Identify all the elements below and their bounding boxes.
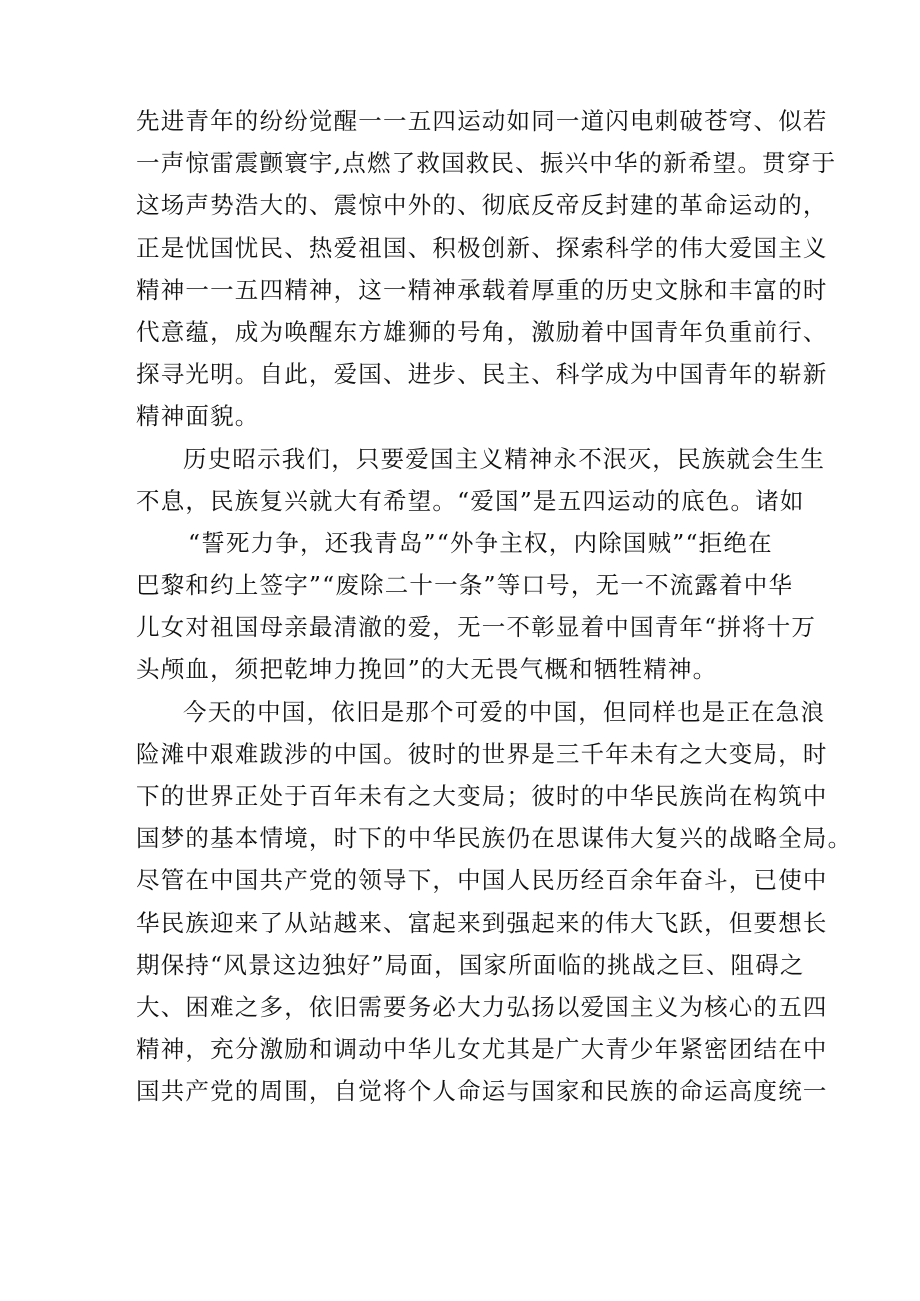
paragraph-first-line: 历史昭示我们，只要爱国主义精神永不泯灭，民族就会生生 bbox=[183, 444, 826, 473]
text-line: 大、困难之多，依旧需要务必大力弘扬以爱国主义为核心的五四 bbox=[136, 992, 828, 1021]
text-line: 尽管在中国共产党的领导下，中国人民历经百余年奋斗，已使中 bbox=[136, 866, 828, 895]
text-line: 不息，民族复兴就大有希望。“爱国”是五四运动的底色。诸如 bbox=[136, 486, 805, 515]
text-line: 先进青年的纷纷觉醒一一五四运动如同一道闪电刺破苍穹、似若 bbox=[136, 107, 828, 135]
text-line: 精神，充分激励和调动中华儿女尤其是广大青少年紧密团结在中 bbox=[136, 1035, 828, 1064]
paragraph-first-line: 今天的中国，依旧是那个可爱的中国，但同样也是正在急浪 bbox=[183, 697, 826, 726]
text-line: 代意蕴，成为唤醒东方雄狮的号角，激励着中国青年负重前行、 bbox=[136, 317, 828, 346]
text-line: 下的世界正处于百年未有之大变局；彼时的中华民族尚在构筑中 bbox=[136, 782, 828, 810]
body-text bbox=[136, 100, 853, 1113]
text-line: 头颅血，须把乾坤力挽回”的大无畏气概和牺牲精神。 bbox=[136, 655, 718, 684]
text-line: 正是忧国忧民、热爱祖国、积极创新、探索科学的伟大爱国主义 bbox=[136, 233, 828, 262]
text-line: 国共产党的周围，自觉将个人命运与国家和民族的命运高度统一 bbox=[136, 1077, 828, 1106]
text-line: “誓死力争，还我青岛”“外争主权，内除国贼”“拒绝在 bbox=[188, 528, 773, 557]
text-line: 精神面貌。 bbox=[136, 402, 260, 431]
text-line: 国梦的基本情境，时下的中华民族仍在思谋伟大复兴的战略全局。 bbox=[136, 824, 853, 853]
text-line: 探寻光明。自此，爱国、进步、民主、科学成为中国青年的崭新 bbox=[136, 360, 828, 389]
text-line: 华民族迎来了从站越来、富起来到强起来的伟大飞跃，但要想长 bbox=[136, 908, 828, 937]
text-line: 精神一一五四精神，这一精神承载着厚重的历史文脉和丰富的时 bbox=[136, 275, 828, 304]
text-line: 一声惊雷震颤寰宇,点燃了救国救民、振兴中华的新希望。贯穿于 bbox=[136, 149, 837, 178]
text-line: 险滩中艰难跋涉的中国。彼时的世界是三千年未有之大变局，时 bbox=[136, 739, 828, 768]
text-line: 儿女对祖国母亲最清澈的爱，无一不彰显着中国青年“拼将十万 bbox=[136, 613, 817, 642]
text-line: 期保持“风景这边独好”局面，国家所面临的挑战之巨、阻碍之 bbox=[136, 950, 805, 979]
text-line: 这场声势浩大的、震惊中外的、彻底反帝反封建的革命运动的， bbox=[136, 191, 828, 220]
text-line: 巴黎和约上签字”“废除二十一条”等口号，无一不流露着中华 bbox=[136, 571, 794, 600]
